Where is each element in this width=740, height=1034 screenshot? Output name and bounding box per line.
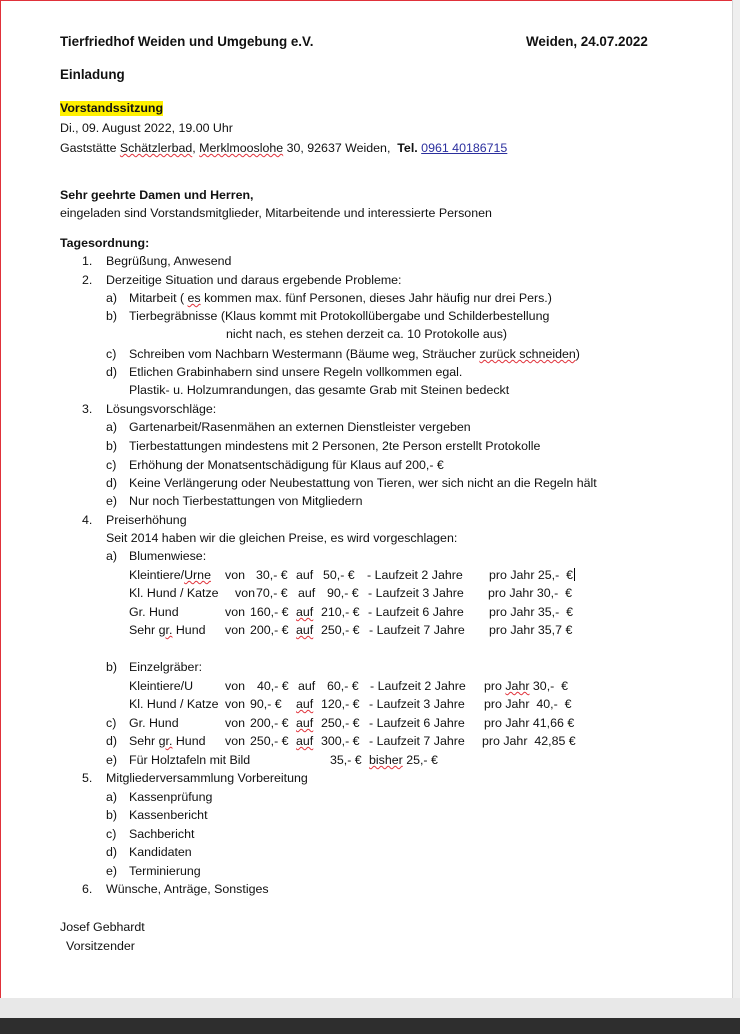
agenda-item-text: Begrüßung, Anwesend bbox=[106, 254, 232, 268]
status-bar bbox=[0, 1018, 740, 1034]
price-cell: - Laufzeit 3 Jahre bbox=[369, 697, 465, 711]
sub-item-letter: c) bbox=[106, 827, 117, 841]
sub-item-text: Kassenbericht bbox=[129, 808, 208, 822]
price-cell: 250,- € bbox=[321, 623, 360, 637]
price-category: Gr. Hund bbox=[129, 716, 179, 730]
agenda-item-text: Mitgliederversammlung Vorbereitung bbox=[106, 771, 308, 785]
sub-item-text: Gartenarbeit/Rasenmähen an externen Dienstleister vergeben bbox=[129, 420, 471, 434]
signature-name: Josef Gebhardt bbox=[60, 920, 145, 934]
price-cell: von bbox=[225, 697, 245, 711]
tel-label: Tel. bbox=[397, 141, 418, 155]
price-cell: bisher 25,- € bbox=[369, 753, 438, 767]
sub-item-text: Mitarbeit ( es kommen max. fünf Personen, dieses Jahr häufig nur drei Pers.) bbox=[129, 291, 552, 305]
sub-item-text: Erhöhung der Monatsentschädigung für Klaus auf 200,- € bbox=[129, 458, 444, 472]
price-cell: von bbox=[235, 586, 255, 600]
price-cell: 200,- € bbox=[250, 716, 289, 730]
meeting-title: Vorstandssitzung bbox=[60, 101, 164, 115]
sub-item-letter: d) bbox=[106, 476, 118, 490]
price-cell: auf bbox=[298, 586, 316, 600]
agenda-item-number: 6. bbox=[82, 882, 93, 896]
invited-text: eingeladen sind Vorstandsmitglieder, Mitarbeitende und interessierte Personen bbox=[60, 206, 492, 220]
price-category: Kl. Hund / Katze bbox=[129, 697, 219, 711]
price-category: Sehr gr. Hund bbox=[129, 734, 206, 748]
price-cell: - Laufzeit 6 Jahre bbox=[368, 605, 464, 619]
sub-item-text: Kassenprüfung bbox=[129, 790, 213, 804]
org-name: Tierfriedhof Weiden und Umgebung e.V. bbox=[60, 34, 314, 49]
sub-item-letter: c) bbox=[106, 458, 117, 472]
agenda-heading: Tagesordnung: bbox=[60, 236, 150, 250]
price-cell: 50,- € bbox=[323, 568, 355, 582]
price-cell: von bbox=[225, 623, 245, 637]
horizontal-scrollbar[interactable] bbox=[0, 998, 740, 1018]
price-cell: 70,- € bbox=[256, 586, 288, 600]
sub-item-letter: c) bbox=[106, 716, 117, 730]
price-cell: pro Jahr 25,- € bbox=[489, 568, 574, 582]
agenda-item-text: Lösungsvorschläge: bbox=[106, 402, 217, 416]
sub-item-text: Schreiben vom Nachbarn Westermann (Bäume weg, Sträucher zurück schneiden) bbox=[129, 347, 580, 361]
sub-item-text: Etlichen Grabinhabern sind unsere Regeln vollkommen egal. bbox=[129, 365, 463, 379]
sub-item-continuation: nicht nach, es stehen derzeit ca. 10 Protokolle aus) bbox=[226, 327, 508, 341]
agenda-item-number: 3. bbox=[82, 402, 93, 416]
price-cell: pro Jahr 35,7 € bbox=[489, 623, 573, 637]
sub-item-letter: b) bbox=[106, 660, 118, 674]
price-cell: - Laufzeit 7 Jahre bbox=[369, 734, 465, 748]
sub-item-letter: e) bbox=[106, 494, 118, 508]
price-cell: - Laufzeit 2 Jahre bbox=[370, 679, 466, 693]
agenda-item-text: Preiserhöhung bbox=[106, 513, 187, 527]
sub-item-text: Sachbericht bbox=[129, 827, 195, 841]
price-cell: 60,- € bbox=[327, 679, 359, 693]
sub-item-text: Tierbestattungen mindestens mit 2 Personen, 2te Person erstellt Protokolle bbox=[129, 439, 541, 453]
sub-item-text: Terminierung bbox=[129, 864, 201, 878]
sub-item-letter: b) bbox=[106, 439, 118, 453]
agenda-item-number: 2. bbox=[82, 273, 93, 287]
agenda-item-text: Wünsche, Anträge, Sonstiges bbox=[106, 882, 269, 896]
price-cell: - Laufzeit 3 Jahre bbox=[368, 586, 464, 600]
price-cell: pro Jahr 35,- € bbox=[489, 605, 574, 619]
price-cell: auf bbox=[296, 568, 314, 582]
sub-item-letter: c) bbox=[106, 347, 117, 361]
sub-item-letter: a) bbox=[106, 549, 118, 563]
meeting-location: Gaststätte Schätzlerbad, Merklmooslohe 30, 92637 Weiden, Tel. 0961 40186715 bbox=[60, 141, 508, 155]
sub-item-letter: e) bbox=[106, 753, 118, 767]
vertical-scrollbar[interactable] bbox=[732, 0, 740, 1000]
price-cell: 35,- € bbox=[330, 753, 362, 767]
price-category: Sehr gr. Hund bbox=[129, 623, 206, 637]
price-cell: von bbox=[225, 734, 245, 748]
sub-item-text: Nur noch Tierbestattungen von Mitgliedern bbox=[129, 494, 363, 508]
sub-item-letter: a) bbox=[106, 790, 118, 804]
price-cell: 200,- € bbox=[250, 623, 289, 637]
phone-link[interactable]: 0961 40186715 bbox=[421, 141, 508, 155]
price-cell: auf bbox=[298, 679, 316, 693]
price-cell: 120,- € bbox=[321, 697, 360, 711]
price-cell: von bbox=[225, 679, 245, 693]
sub-item-letter: d) bbox=[106, 845, 118, 859]
agenda-item-number: 1. bbox=[82, 254, 93, 268]
price-cell: pro Jahr 30,- € bbox=[484, 679, 569, 693]
price-category: Kleintiere/U bbox=[129, 679, 194, 693]
price-cell: 90,- € bbox=[250, 697, 282, 711]
meeting-datetime: Di., 09. August 2022, 19.00 Uhr bbox=[60, 121, 233, 135]
doc-type: Einladung bbox=[60, 67, 125, 82]
sub-item-text: Kandidaten bbox=[129, 845, 192, 859]
price-cell: von bbox=[225, 716, 245, 730]
sub-item-text: Blumenwiese: bbox=[129, 549, 207, 563]
agenda-item-number: 5. bbox=[82, 771, 93, 785]
price-cell: auf bbox=[296, 734, 314, 748]
place-date: Weiden, 24.07.2022 bbox=[526, 34, 648, 49]
sub-item-text: Einzelgräber: bbox=[129, 660, 203, 674]
price-cell: pro Jahr 41,66 € bbox=[484, 716, 575, 730]
price-category: Kl. Hund / Katze bbox=[129, 586, 219, 600]
price-cell: 160,- € bbox=[250, 605, 289, 619]
sub-item-letter: b) bbox=[106, 309, 118, 323]
price-cell: 40,- € bbox=[257, 679, 289, 693]
price-cell: auf bbox=[296, 605, 314, 619]
agenda-item-number: 4. bbox=[82, 513, 93, 527]
sub-item-letter: a) bbox=[106, 291, 118, 305]
price-cell: - Laufzeit 2 Jahre bbox=[367, 568, 463, 582]
sub-item-letter: d) bbox=[106, 734, 118, 748]
price-cell: auf bbox=[296, 623, 314, 637]
price-cell: von bbox=[225, 605, 245, 619]
price-cell: 250,- € bbox=[250, 734, 289, 748]
price-cell: auf bbox=[296, 697, 314, 711]
price-cell: 250,- € bbox=[321, 716, 360, 730]
price-cell: pro Jahr 30,- € bbox=[488, 586, 573, 600]
price-cell: 300,- € bbox=[321, 734, 360, 748]
price-cell: auf bbox=[296, 716, 314, 730]
salutation: Sehr geehrte Damen und Herren, bbox=[60, 188, 254, 202]
price-cell: 30,- € bbox=[256, 568, 288, 582]
sub-item-letter: b) bbox=[106, 808, 118, 822]
sub-item-text: Keine Verlängerung oder Neubestattung von Tieren, wer sich nicht an die Regeln hält bbox=[129, 476, 597, 490]
price-cell: 210,- € bbox=[321, 605, 360, 619]
price-cell: pro Jahr 42,85 € bbox=[482, 734, 576, 748]
price-intro: Seit 2014 haben wir die gleichen Preise, es wird vorgeschlagen: bbox=[106, 531, 458, 545]
price-cell: - Laufzeit 7 Jahre bbox=[369, 623, 465, 637]
sub-item-letter: a) bbox=[106, 420, 118, 434]
text-cursor bbox=[574, 568, 575, 581]
price-category: Für Holztafeln mit Bild bbox=[129, 753, 251, 767]
price-cell: - Laufzeit 6 Jahre bbox=[369, 716, 465, 730]
sub-item-continuation: Plastik- u. Holzumrandungen, das gesamte Grab mit Steinen bedeckt bbox=[129, 383, 510, 397]
price-category: Kleintiere/Urne bbox=[129, 568, 211, 582]
price-category: Gr. Hund bbox=[129, 605, 179, 619]
sub-item-text: Tierbegräbnisse (Klaus kommt mit Protokollübergabe und Schilderbestellung bbox=[129, 309, 550, 323]
sub-item-letter: e) bbox=[106, 864, 118, 878]
price-cell: von bbox=[225, 568, 245, 582]
price-cell: 90,- € bbox=[327, 586, 359, 600]
sub-item-letter: d) bbox=[106, 365, 118, 379]
agenda-item-text: Derzeitige Situation und daraus ergebende Probleme: bbox=[106, 273, 402, 287]
signature-role: Vorsitzender bbox=[66, 939, 135, 953]
price-cell: pro Jahr 40,- € bbox=[484, 697, 572, 711]
